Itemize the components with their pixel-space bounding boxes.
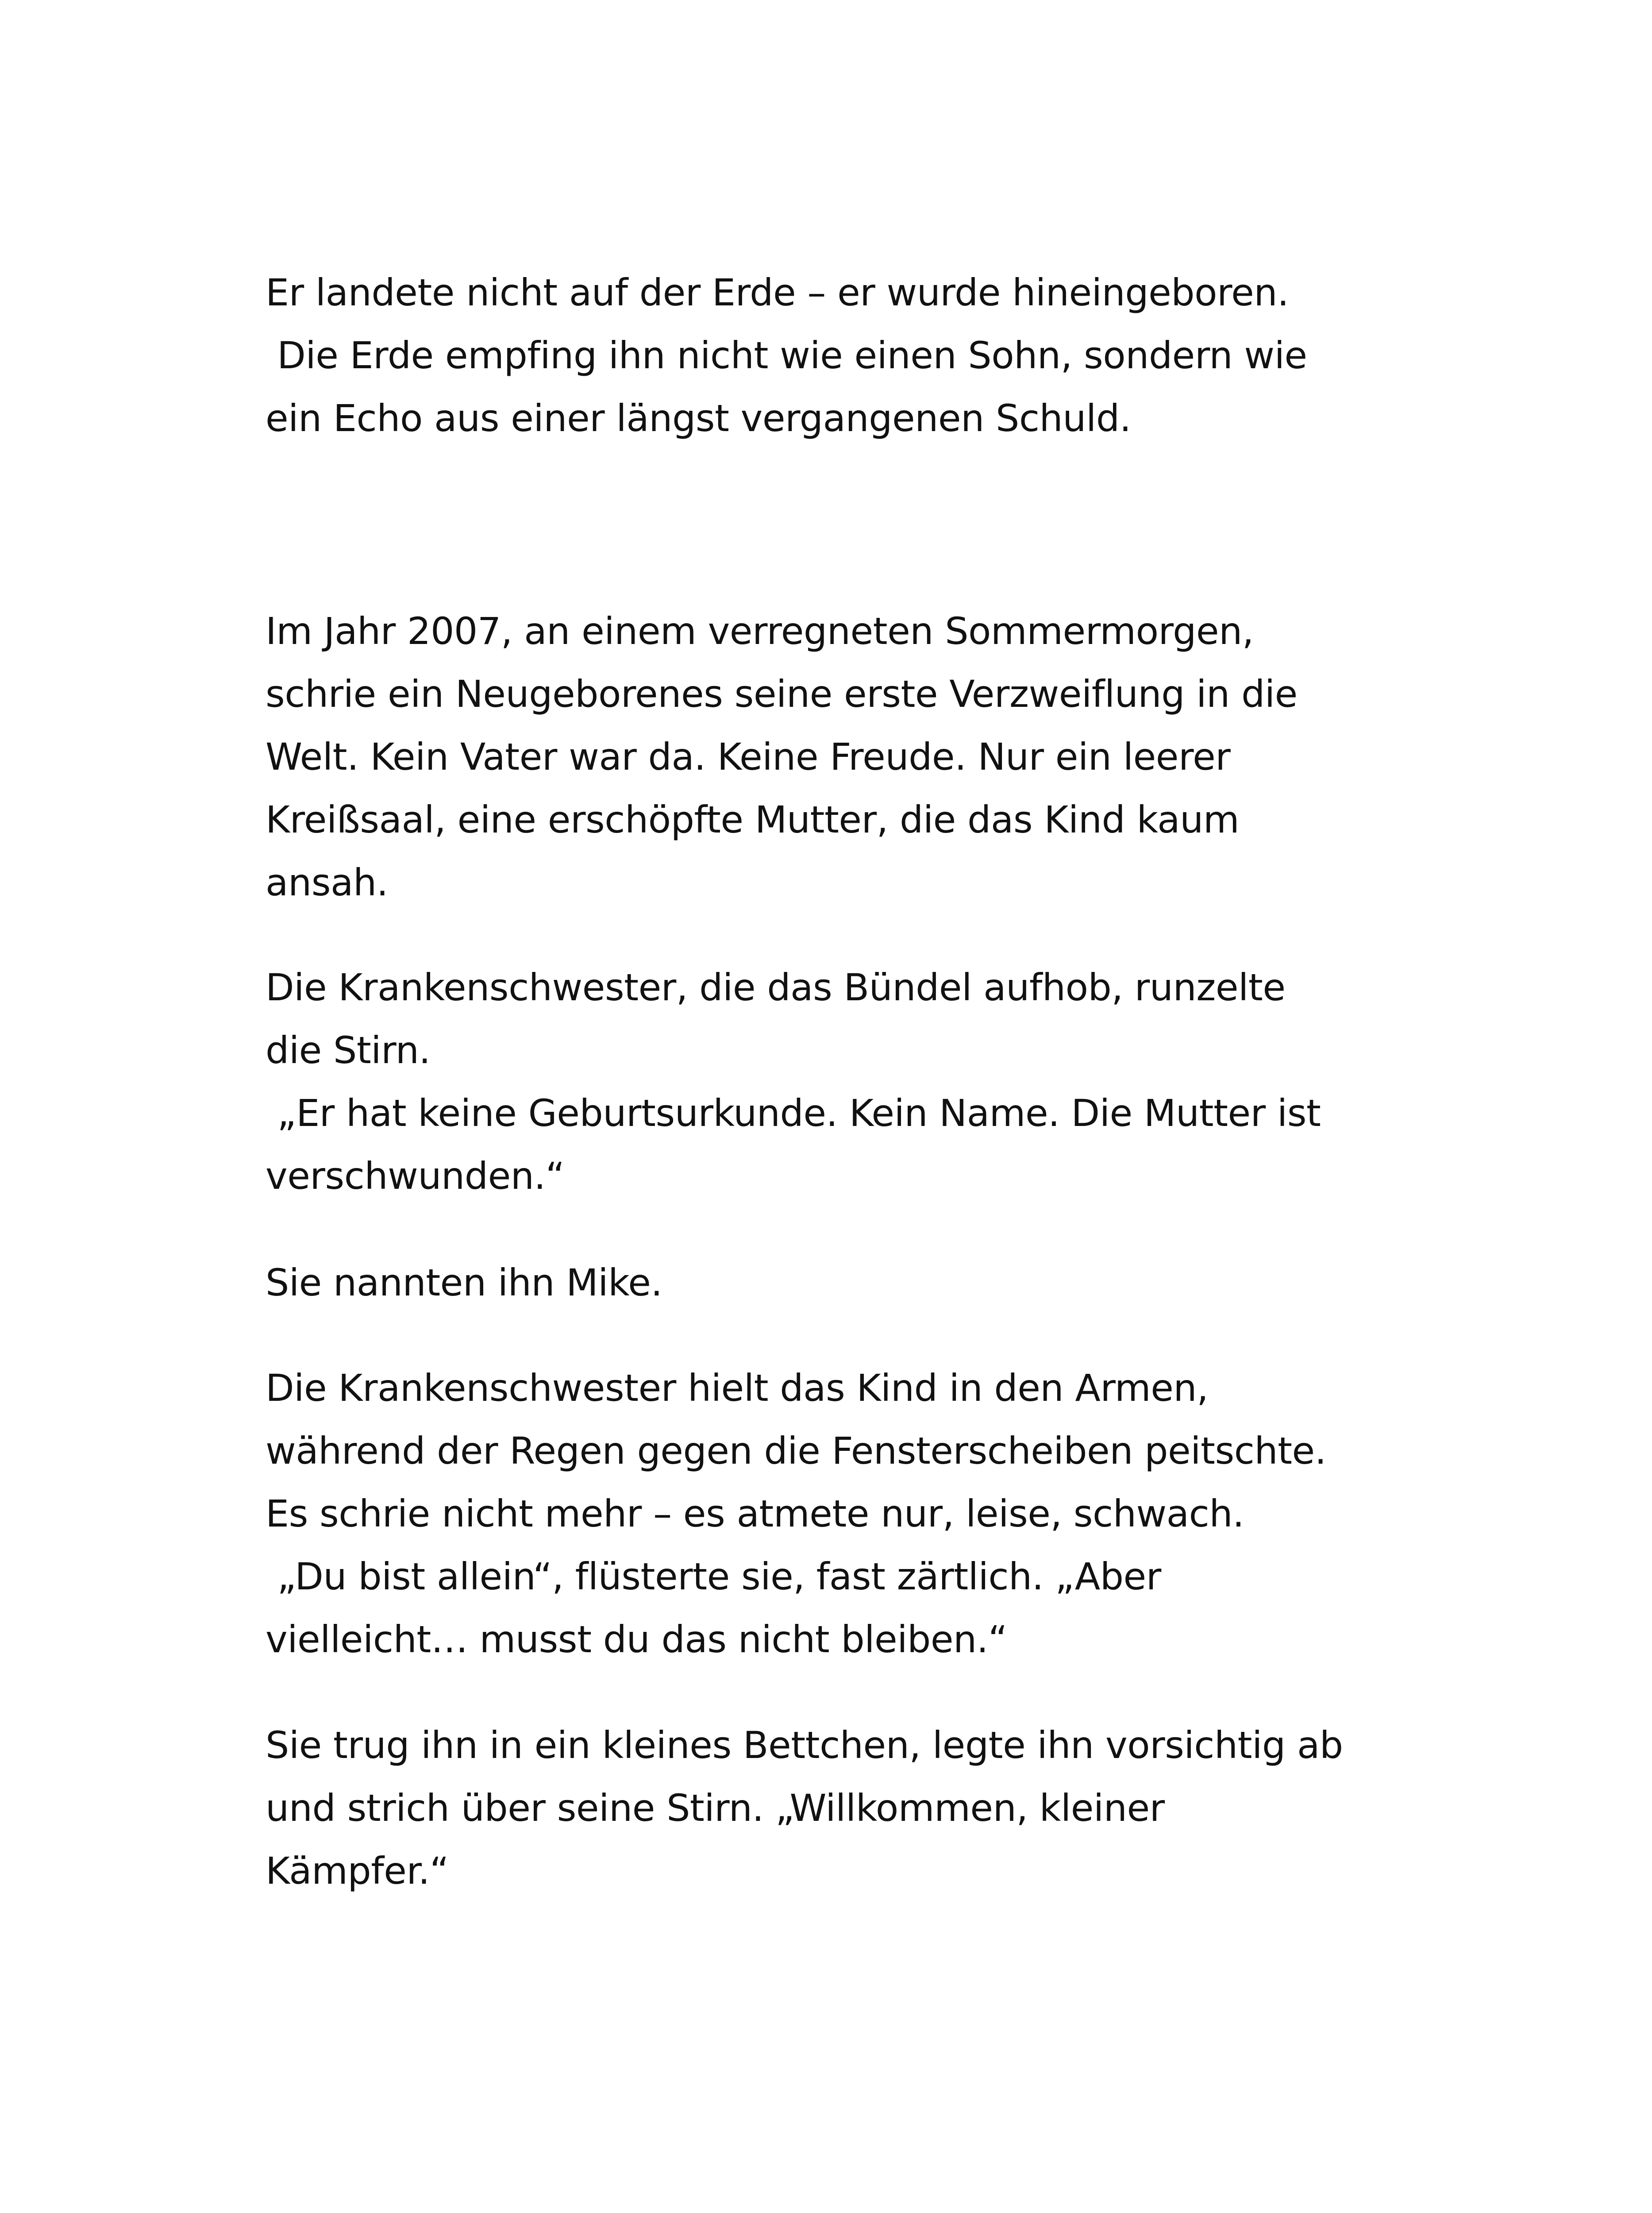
- text-line: Sie trug ihn in ein kleines Bettchen, legte ihn vorsichtig ab: [266, 1723, 1343, 1767]
- text-line: die Stirn.: [266, 1029, 431, 1072]
- text-line: Kreißsaal, eine erschöpfte Mutter, die das Kind kaum: [266, 798, 1240, 841]
- paragraph: [266, 1251, 1398, 1314]
- text-line: verschwunden.“: [266, 1154, 565, 1198]
- text-line: „Du bist allein“, flüsterte sie, fast zärtlich. „Aber: [266, 1555, 1161, 1598]
- text-line: Sie nannten ihn Mike.: [266, 1261, 662, 1304]
- paragraph: [266, 1714, 1398, 1902]
- text-line: Im Jahr 2007, an einem verregneten Sommermorgen,: [266, 609, 1254, 653]
- text-line: Die Krankenschwester hielt das Kind in den Armen,: [266, 1366, 1209, 1410]
- text-line: Kämpfer.“: [266, 1849, 449, 1893]
- text-line: Er landete nicht auf der Erde – er wurde hineingeboren.: [266, 271, 1289, 314]
- paragraph: [266, 1357, 1398, 1671]
- text-line: Die Erde empfing ihn nicht wie einen Sohn, sondern wie: [266, 334, 1307, 377]
- text-line: Welt. Kein Vater war da. Keine Freude. Nur ein leerer: [266, 735, 1231, 779]
- text-line: vielleicht… musst du das nicht bleiben.“: [266, 1618, 1007, 1661]
- text-line: während der Regen gegen die Fensterscheiben peitschte.: [266, 1429, 1326, 1473]
- paragraph: [266, 600, 1398, 914]
- text-line: ein Echo aus einer längst vergangenen Schuld.: [266, 397, 1131, 440]
- text-line: und strich über seine Stirn. „Willkommen, kleiner: [266, 1786, 1165, 1830]
- text-line: ansah.: [266, 861, 388, 904]
- intro-paragraph: [266, 261, 1398, 450]
- text-line: Es schrie nicht mehr – es atmete nur, leise, schwach.: [266, 1492, 1244, 1535]
- text-line: Die Krankenschwester, die das Bündel aufhob, runzelte: [266, 966, 1286, 1009]
- paragraph: [266, 956, 1398, 1207]
- text-line: schrie ein Neugeborenes seine erste Verzweiflung in die: [266, 672, 1298, 716]
- text-line: „Er hat keine Geburtsurkunde. Kein Name. Die Mutter ist: [266, 1091, 1321, 1135]
